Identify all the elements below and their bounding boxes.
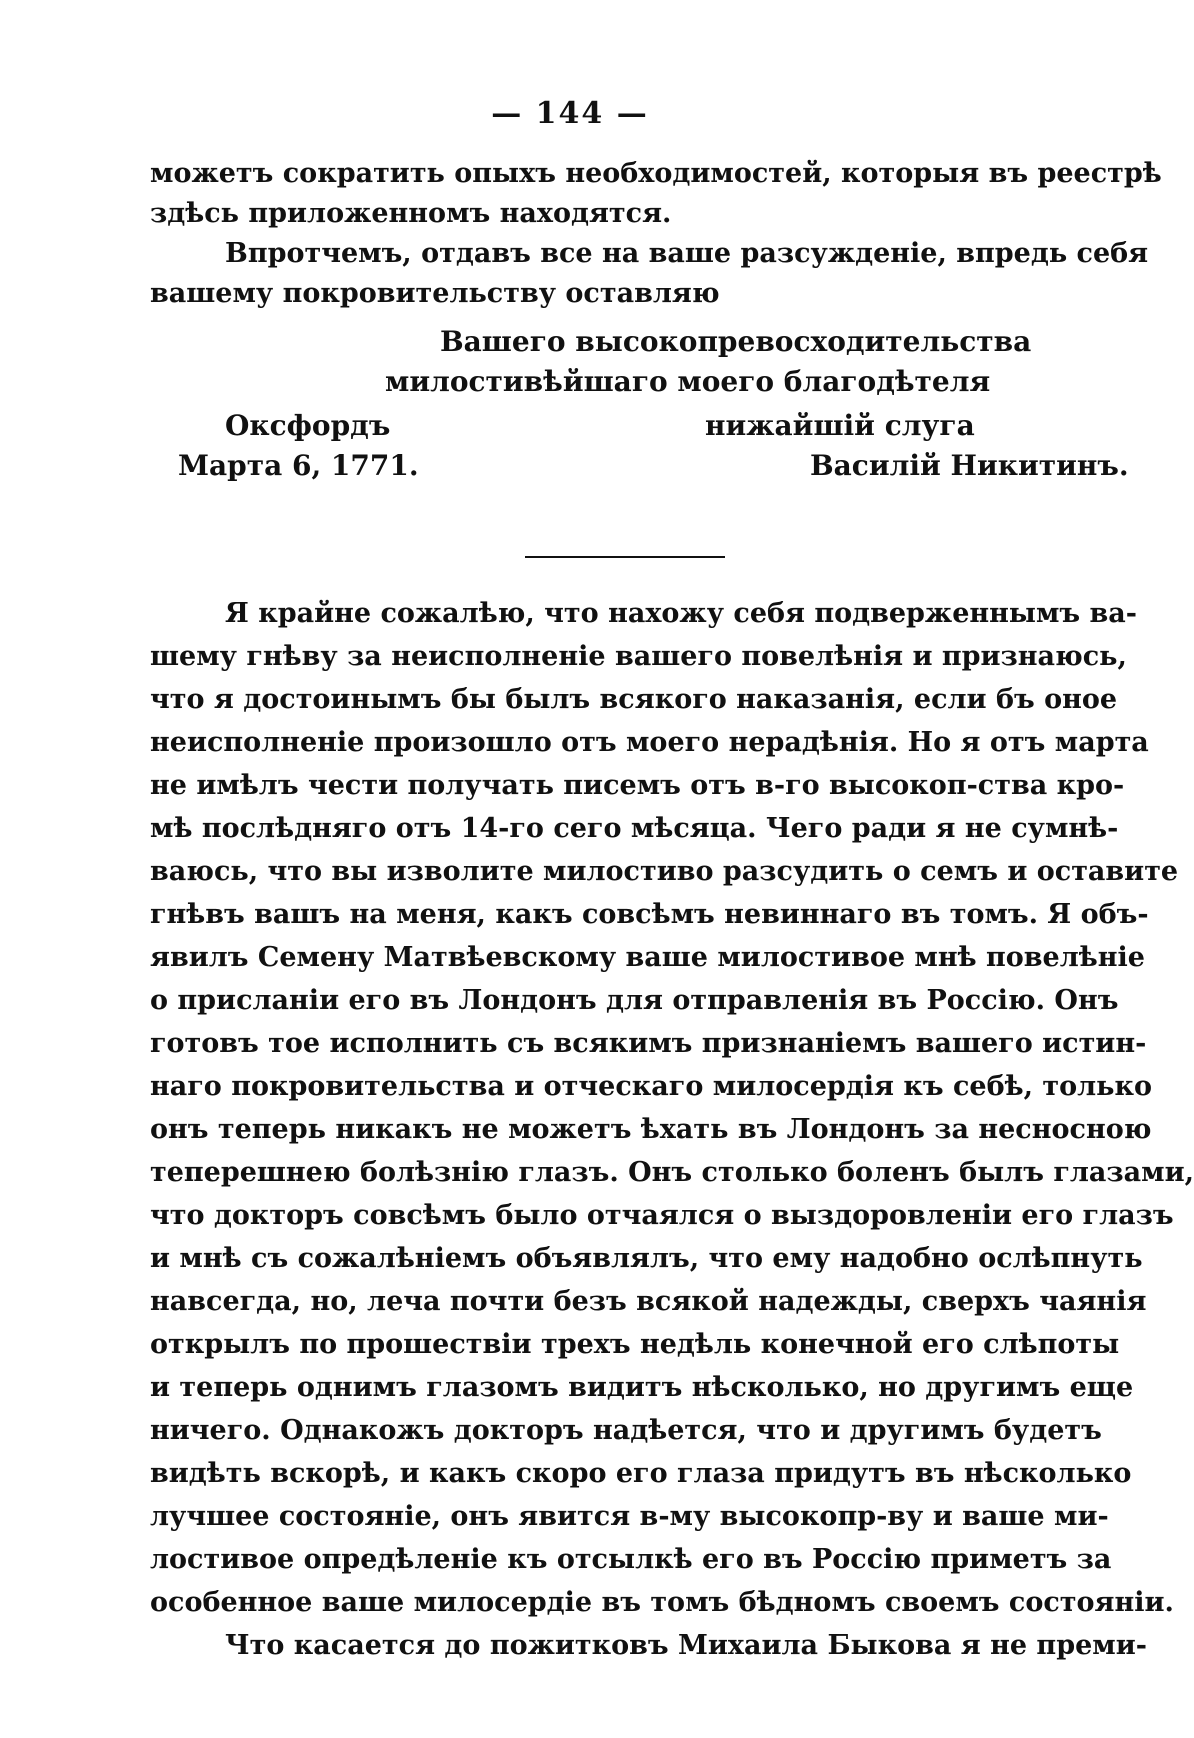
- text-line: мѣ послѣдняго отъ 14-го сего мѣсяца. Чего ради я не сумнѣ-: [150, 813, 1119, 844]
- text-line: гнѣвъ вашъ на меня, какъ совсѣмъ невиннаго въ томъ. Я объ-: [150, 899, 1149, 930]
- text-line: особенное ваше милосердіе въ томъ бѣдномъ своемъ состояніи.: [150, 1587, 1174, 1618]
- salutation-line: милостивѣйшаго моего благодѣтеля: [385, 365, 991, 398]
- text-line: что я достоинымъ бы былъ всякого наказанія, если бъ оное: [150, 684, 1118, 715]
- text-line: не имѣлъ чести получать писемъ отъ в-го высокоп-ства кро-: [150, 770, 1125, 801]
- text-line: можетъ сократить опыхъ необходимостей, которыя въ реестрѣ: [150, 158, 1162, 189]
- servant-line: нижайшій слуга: [705, 409, 975, 442]
- text-line: что докторъ совсѣмъ было отчаялся о выздоровленіи его глазъ: [150, 1200, 1174, 1231]
- text-line: явилъ Семену Матвѣевскому ваше милостивое мнѣ повелѣніе: [150, 942, 1145, 973]
- text-line: здѣсь приложенномъ находятся.: [150, 198, 672, 229]
- text-line: и мнѣ съ сожалѣніемъ объявлялъ, что ему надобно ослѣпнуть: [150, 1243, 1143, 1274]
- text-line: навсегда, но, леча почти безъ всякой надежды, сверхъ чаянія: [150, 1286, 1147, 1317]
- signature: Василій Никитинъ.: [810, 449, 1129, 482]
- text-line: готовъ тое исполнить съ всякимъ признаніемъ вашего истин-: [150, 1028, 1147, 1059]
- text-line: онъ теперь никакъ не можетъ ѣхать въ Лондонъ за несносною: [150, 1114, 1152, 1145]
- text-line: лучшее состояніе, онъ явится в-му высокопр-ву и ваше ми-: [150, 1501, 1109, 1532]
- text-line: теперешнею болѣзнію глазъ. Онъ столько боленъ былъ глазами,: [150, 1157, 1194, 1188]
- text-line: ничего. Однакожъ докторъ надѣется, что и другимъ будетъ: [150, 1415, 1102, 1446]
- text-line: наго покровительства и отческаго милосердія къ себѣ, только: [150, 1071, 1152, 1102]
- text-line: Что касается до пожитковъ Михаила Быкова я не преми-: [225, 1630, 1147, 1661]
- section-divider: [525, 556, 725, 558]
- letter-place: Оксфордъ: [225, 409, 391, 442]
- salutation-line: Вашего высокопревосходительства: [440, 325, 1032, 358]
- text-line: Я крайне сожалѣю, что нахожу себя подверженнымъ ва-: [225, 598, 1137, 629]
- text-line: видѣть вскорѣ, и какъ скоро его глаза придутъ въ нѣсколько: [150, 1458, 1132, 1489]
- text-line: ваюсь, что вы изволите милостиво разсудить о семъ и оставите: [150, 856, 1179, 887]
- text-line: и теперь однимъ глазомъ видитъ нѣсколько, но другимъ еще: [150, 1372, 1134, 1403]
- text-line: Впротчемъ, отдавъ все на ваше разсужденіе, впредь себя: [225, 238, 1149, 269]
- text-line: вашему покровительству оставляю: [150, 278, 720, 309]
- text-line: лостивое опредѣленіе къ отсылкѣ его въ Россію приметъ за: [150, 1544, 1112, 1575]
- text-line: открылъ по прошествіи трехъ недѣль конечной его слѣпоты: [150, 1329, 1120, 1360]
- page-number: — 144 —: [491, 96, 649, 131]
- text-line: неисполненіе произошло отъ моего нерадѣнія. Но я отъ марта: [150, 727, 1149, 758]
- letter-date: Марта 6, 1771.: [178, 449, 419, 482]
- text-line: шему гнѣву за неисполненіе вашего повелѣнія и признаюсь,: [150, 641, 1127, 672]
- text-line: о присланіи его въ Лондонъ для отправленія въ Россію. Онъ: [150, 985, 1119, 1016]
